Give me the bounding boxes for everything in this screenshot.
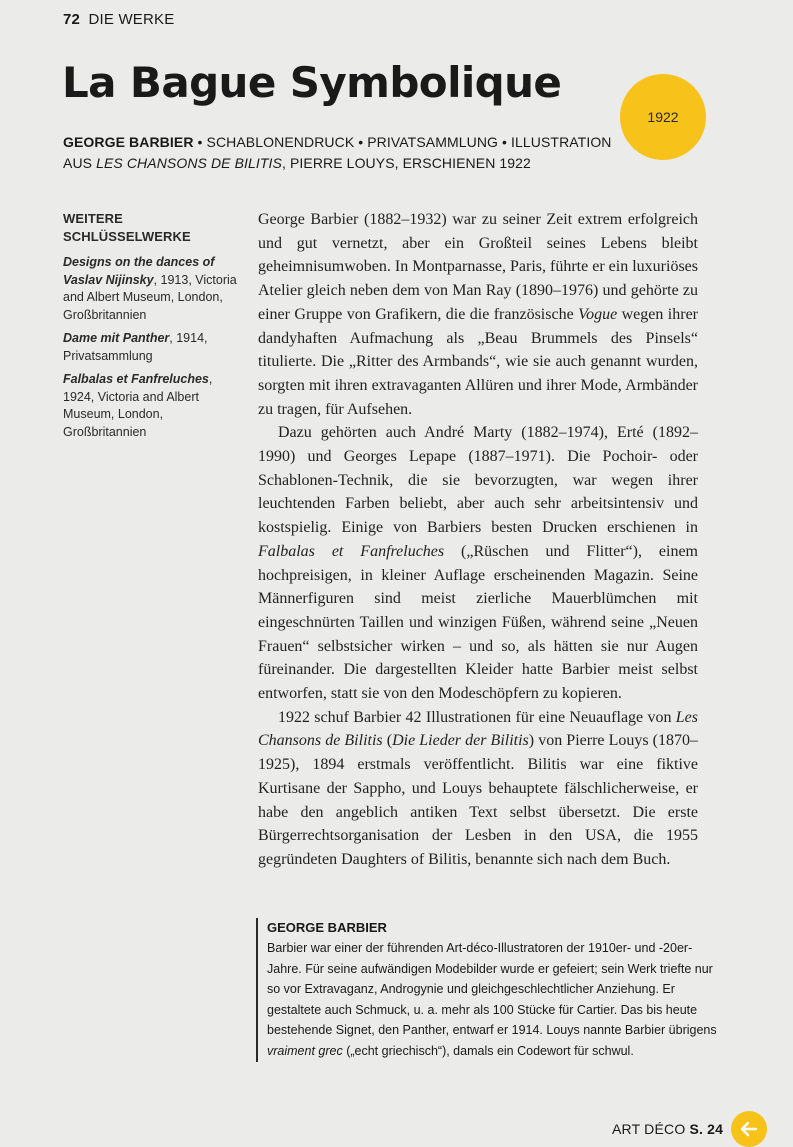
key-work-title: Designs on the dances of Vaslav Nijinsky [63, 255, 215, 287]
page-number: 72 [63, 11, 81, 28]
section-name: DIE WERKE [88, 11, 175, 28]
artwork-details-rest: , PIERRE LOUYS, ERSCHIENEN 1922 [281, 155, 531, 171]
bio-text-run: Barbier war einer der führenden Art-déco-Illustratoren der 1910er- und -20er-Jahre. Für seine aufwändigen Modebilder wurde er gefeiert; sein Werk triefte nur so vor Extravaganz, Androgynie und gleichgeschlechtlicher Anziehung. Er gestaltete auch Schmuck, u. a. mehr als 100 Stücke für Cartier. Das bis heute bestehende Signet, den Panther, entwarf er 1914. Louys nannte Barbier übrigens [267, 941, 717, 1038]
year-badge [620, 74, 706, 160]
body-text-run: wegen ihrer dandyhaften Aufmachung als „Beau Brummels des Pinsels“ titulierte. Die „Ritter des Armbands“, wie sie auch genannt wurden, sorgten mit ihren extravaganten Allüren und ihrer Mode, Armbänder zu tragen, für Aufsehen. [258, 305, 699, 418]
running-head [63, 11, 174, 28]
body-text-run: ( [382, 732, 393, 750]
key-work-info: , 1924, Victoria and Albert Museum, London, Großbritannien [63, 372, 213, 439]
key-work-item [63, 254, 238, 324]
year-badge-label: 1922 [647, 109, 679, 125]
key-work-title: Falbalas et Fanfreluches [63, 372, 209, 386]
cross-reference-page: S. 24 [689, 1121, 724, 1137]
magazine-title: Vogue [578, 305, 618, 323]
body-text-run: Dazu gehörten auch André Marty (1882–1974), Erté (1892–1990) und Georges Lepape (1887–1971). Die Pochoir- oder Schablonen-Technik, die sie bevorzugten, war wegen ihrer leuchtenden Farben beliebt, aber auch sehr arbeitsintensiv und kostspielig. Einige von Barbiers besten Drucken erschienen in [258, 424, 698, 537]
key-work-info: , 1913, Victoria and Albert Museum, London, Großbritannien [63, 272, 237, 322]
body-paragraph [258, 706, 698, 872]
book-title: Les Chansons de Bilitis [258, 708, 698, 750]
body-text-run: („Rüschen und Flitter“), einem hochpreisigen, in kleiner Auflage erscheinenden Magazin. Seine Männerfiguren sind meist zierliche Mauerblümchen mit eingeschnürten Taillen und winzigen Füßen, während seine „Neuen Frauen“ selbstsicher wirken – und so, als hätten sie nur Augen füreinander. Die dargestellten Kleider hatte Barbier meist selbst entworfen, statt sie von den Modeschöpfern zu kopieren. [258, 542, 698, 703]
bio-italic-phrase: vraiment grec [267, 1043, 343, 1058]
key-works-sidebar [63, 210, 238, 447]
body-text-run: 1922 schuf Barbier 42 Illustrationen für eine Neuauflage von [278, 708, 676, 726]
article-body [258, 208, 698, 872]
bio-text-run: („echt griechisch“), damals ein Codewort für schwul. [342, 1043, 634, 1058]
arrow-left-icon[interactable] [731, 1111, 767, 1147]
bio-heading: GEORGE BARBIER [267, 920, 387, 935]
arrow-left-glyph [738, 1118, 760, 1140]
artwork-subhead [63, 132, 618, 174]
body-text-run: ) von Pierre Louys (1870–1925), 1894 erstmals veröffentlicht. Bilitis war eine fiktive Kurtisane der Sappho, und Louys behauptete fälschlicherweise, er habe den angeblich antiken Text selbst übersetzt. Die erste Bürgerrechtsorganisation der Lesben in den USA, die 1955 gegründeten Daughters of Bilitis, benannte sich nach dem Buch. [258, 732, 699, 868]
cross-reference[interactable] [612, 1111, 767, 1147]
key-work-item [63, 330, 238, 365]
book-title: LES CHANSONS DE BILITIS [96, 155, 282, 171]
body-paragraph [258, 421, 698, 705]
body-paragraph [258, 208, 698, 421]
page-title: La Bague Symbolique [62, 58, 562, 107]
key-work-title: Dame mit Panther [63, 331, 170, 345]
book-title-german: Die Lieder der Bilitis [392, 732, 529, 750]
body-text-run: George Barbier (1882–1932) war zu seiner Zeit extrem erfolgreich und gut vernetzt, aber ein Großteil seines Lebens bleibt geheimnisumwoben. In Montparnasse, Paris, führte er ein luxuriöses Atelier gleich neben dem von Man Ray (1890–1976) und gehörte zu einer Gruppe von Grafikern, die die französische [258, 211, 698, 323]
artwork-details: • SCHABLONENDRUCK • PRIVATSAMMLUNG • ILLUSTRATION AUS [63, 134, 612, 171]
magazine-title: Falbalas et Fanfreluches [258, 542, 445, 560]
cross-reference-label: ART DÉCO [612, 1121, 686, 1137]
bio-text [267, 938, 717, 1062]
artist-name: GEORGE BARBIER [63, 134, 194, 150]
key-work-info: , 1914, Privatsammlung [63, 331, 208, 363]
key-work-item [63, 371, 238, 441]
artist-bio-box [256, 918, 717, 1062]
sidebar-heading: WEITERE SCHLÜSSELWERKE [63, 211, 191, 244]
